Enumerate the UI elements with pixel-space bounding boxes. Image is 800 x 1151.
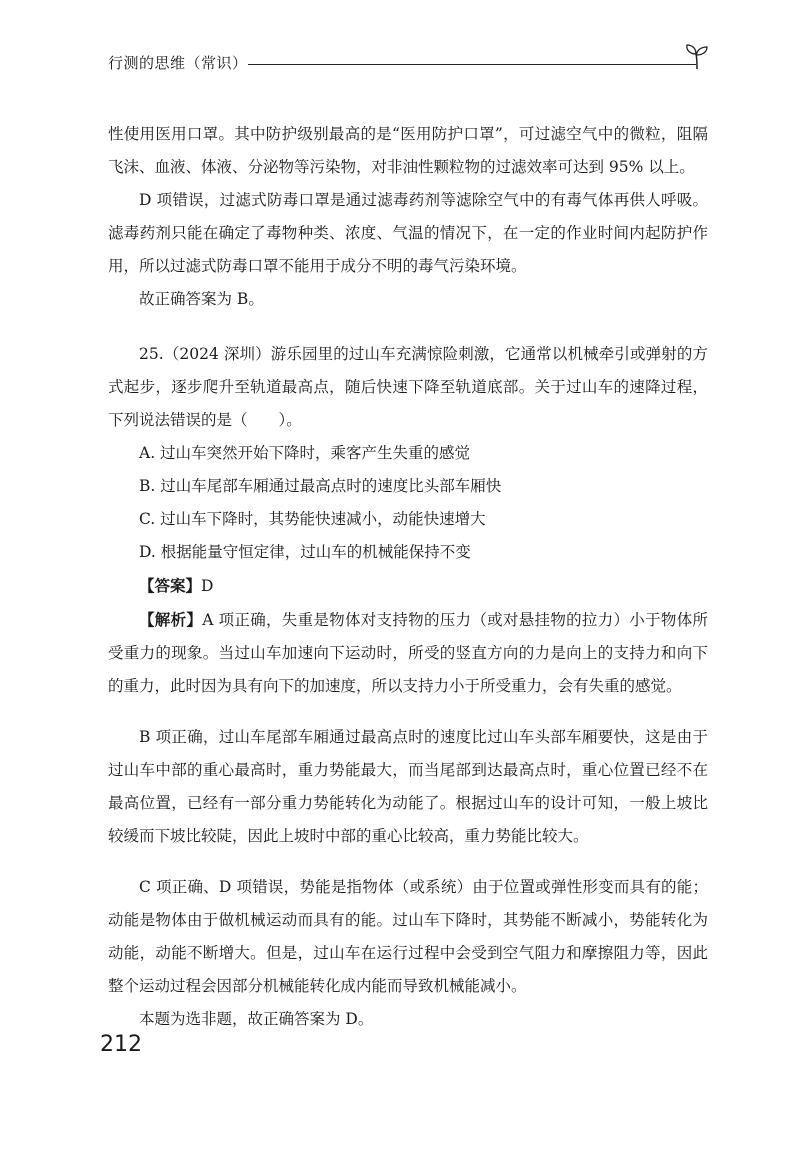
question-option-d: D. 根据能量守恒定律，过山车的机械能保持不变 [139,543,471,561]
question-option-a: A. 过山车突然开始下降时，乘客产生失重的感觉 [139,444,471,462]
sprout-icon [684,42,710,70]
paragraph-answer-b: 故正确答案为 B。 [139,290,264,308]
header-title: 行测的思维（常识） [108,54,248,72]
answer-value: D [201,577,214,595]
question-stem: 25.（2024 深圳）游乐园里的过山车充满惊险刺激，它通常以机械牵引或弹射的方式起步，逐步爬升至轨道最高点，随后快速下降至轨道底部。关于过山车的速降过程，下列说法错误的是（ ）。 [108,345,708,429]
answer-line [108,569,708,603]
analysis-a [108,603,708,703]
analysis-a-text: A 项正确，失重是物体对支持物的压力（或对悬挂物的拉力）小于物体所受重力的现象。当过山车加速向下运动时，所受的竖直方向的力是向上的支持力和向下的重力，此时因为具有向下的加速度，所以支持力小于所受重力，会有失重的感觉。 [108,611,708,695]
question-option-b: B. 过山车尾部车厢通过最高点时的速度比头部车厢快 [139,477,502,495]
page-header [108,50,708,76]
paragraph-option-d-explanation: D 项错误，过滤式防毒口罩是通过滤毒药剂等滤除空气中的有毒气体再供人呼吸。滤毒药剂只能在确定了毒物种类、浓度、气温的情况下，在一定的作业时间内起防护作用，所以过滤式防毒口罩不能用于成分不明的毒气污染环境。 [108,191,708,275]
analysis-cd: C 项正确、D 项错误，势能是指物体（或系统）由于位置或弹性形变而具有的能；动能是物体由于做机械运动而具有的能。过山车下降时，其势能不断减小，势能转化为动能，动能不断增大。但是，过山车在运行过程中会受到空气阻力和摩擦阻力等，因此整个运动过程会因部分机械能转化成内能而导致机械能减小。 [108,878,708,995]
question-option-c: C. 过山车下降时，其势能快速减小，动能快速增大 [139,510,486,528]
conclusion: 本题为选非题，故正确答案为 D。 [139,1010,374,1028]
analysis-label: 【解析】 [139,610,203,629]
analysis-b: B 项正确，过山车尾部车厢通过最高点时的速度比过山车头部车厢要快，这是由于过山车中部的重心最高时，重力势能最大，而当尾部到达最高点时，重心位置已经不在最高位置，已经有一部分重力势能转化为动能了。根据过山车的设计可知，一般上坡比较缓而下坡比较陡，因此上坡时中部的重心比较高，重力势能比较大。 [108,728,708,845]
header-rule [248,64,696,65]
page-content [108,118,708,1036]
answer-label: 【答案】 [139,576,202,595]
paragraph-p1: 性使用医用口罩。其中防护级别最高的是“医用防护口罩”，可过滤空气中的微粒，阻隔飞沫、血液、体液、分泌物等污染物，对非油性颗粒物的过滤效率可达到 95% 以上。 [108,125,708,176]
page-number: 212 [100,1032,142,1057]
